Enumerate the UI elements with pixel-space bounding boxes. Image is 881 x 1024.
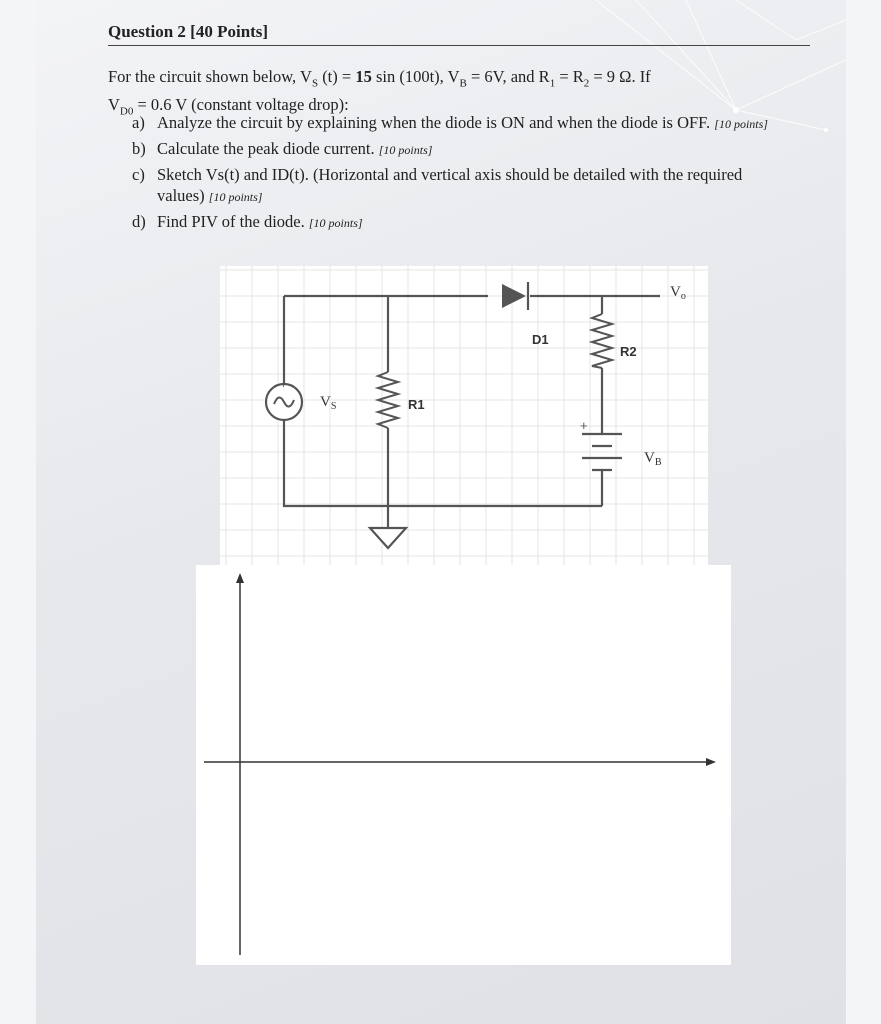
vb-label: $V_B$ — [644, 450, 662, 468]
question-text: Sketch Vs(t) and ID(t). (Horizontal and vertical axis should be detailed with the required values) — [157, 165, 743, 205]
diode-d1-symbol — [502, 282, 528, 310]
r1-label: R1 — [408, 397, 425, 412]
question-item — [132, 112, 782, 135]
question-label: d) — [132, 212, 146, 231]
y-axis-arrow — [236, 573, 244, 583]
question-text: Find PIV of the diode. — [157, 212, 305, 231]
svg-text:+: + — [280, 377, 288, 391]
question-points: [10 points] — [714, 117, 768, 131]
r2-label: R2 — [620, 344, 637, 359]
question-item — [132, 138, 782, 161]
question-points: [10 points] — [378, 143, 433, 157]
question-label: c) — [132, 165, 145, 184]
battery-plus: + — [580, 418, 588, 433]
question-intro: For the circuit shown below, $V_S$ (t) = 15 sin (100t), $V_B = 6V$, and $R_1 = R_2 = 9$ Ω. If $V_{D0} = 0.6$ V (constant voltage drop): — [108, 67, 651, 118]
ground-symbol — [370, 528, 406, 548]
question-list — [132, 112, 782, 237]
x-axis-arrow — [706, 758, 716, 766]
document-page — [36, 0, 846, 1024]
vo-label: $V_o$ — [670, 284, 686, 302]
question-points: [10 points] — [208, 190, 263, 204]
question-text: Analyze the circuit by explaining when the diode is ON and when the diode is OFF. — [157, 113, 711, 132]
d1-label: D1 — [532, 332, 549, 347]
source-vs-symbol — [266, 377, 302, 420]
question-item — [132, 211, 782, 234]
question-label: a) — [132, 113, 145, 132]
question-points: [10 points] — [308, 216, 363, 230]
sketch-axes-area — [196, 565, 731, 965]
question-text: Calculate the peak diode current. — [157, 139, 375, 158]
question-title: Question 2 [40 Points] — [108, 22, 810, 46]
circuit-diagram — [220, 266, 708, 566]
question-label: b) — [132, 139, 146, 158]
circuit-wires — [284, 296, 660, 528]
question-item — [132, 164, 782, 208]
vs-label: $V_S$ — [320, 394, 337, 412]
